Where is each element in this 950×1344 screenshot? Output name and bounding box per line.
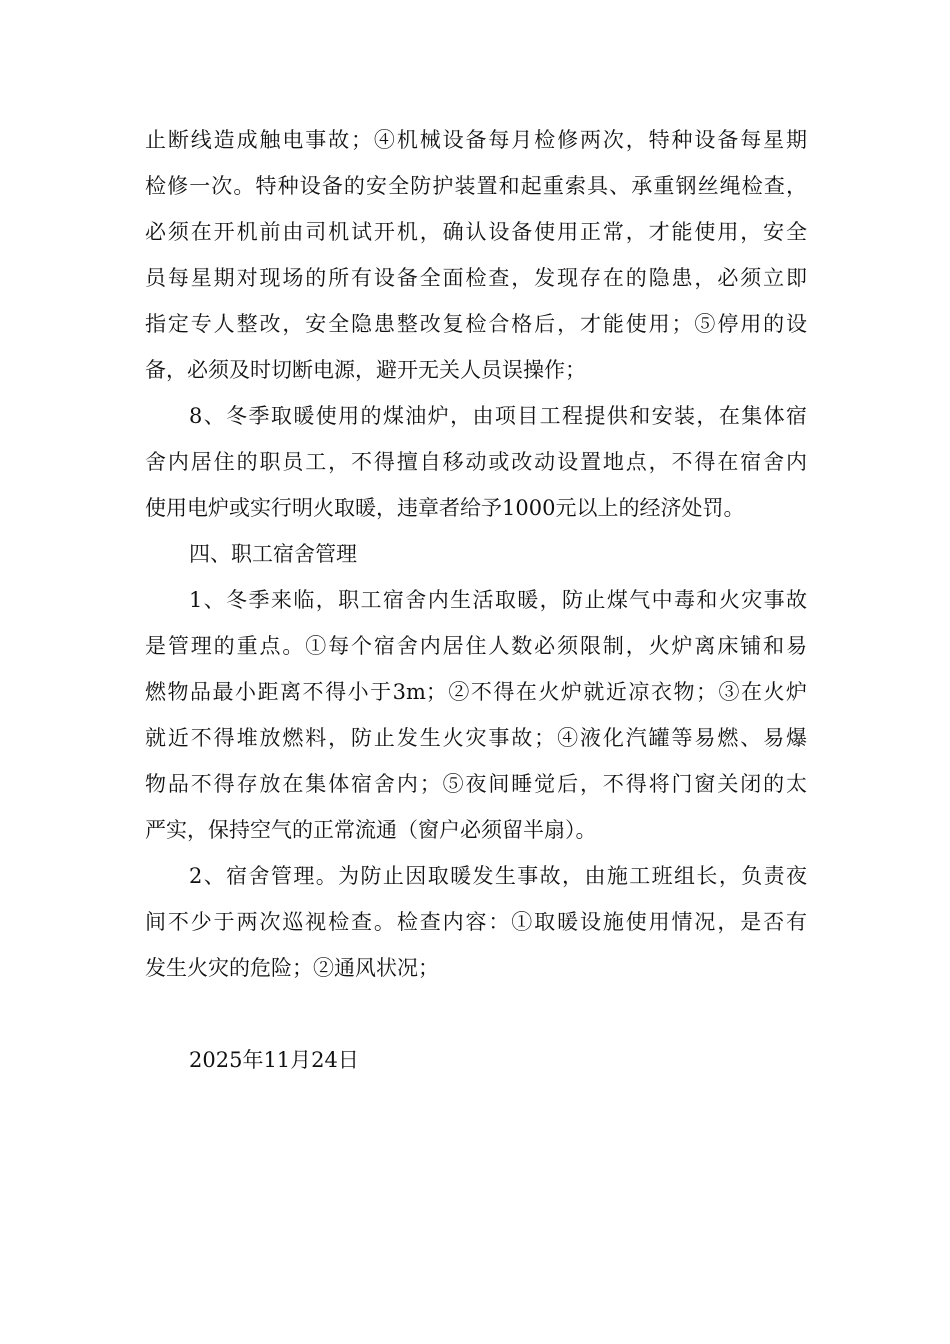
text-line: 是管理的重点。①每个宿舍内居住人数必须限制，火炉离床铺和易: [145, 634, 807, 658]
text-line: 发生火灾的危险；②通风状况；: [145, 956, 439, 980]
text-line: 检修一次。特种设备的安全防护装置和起重索具、承重钢丝绳检查，: [145, 174, 807, 198]
text-line: 物品不得存放在集体宿舍内；⑤夜间睡觉后，不得将门窗关闭的太: [145, 772, 807, 796]
text-line: 备，必须及时切断电源，避开无关人员误操作；: [145, 358, 586, 382]
section-heading: 四、职工宿舍管理: [189, 542, 357, 566]
text-line: 严实，保持空气的正常流通（窗户必须留半扇）。: [145, 818, 597, 842]
text-line: 使用电炉或实行明火取暖，违章者给予1000元以上的经济处罚。: [145, 496, 745, 520]
text-line: 指定专人整改，安全隐患整改复检合格后，才能使用；⑤停用的设: [145, 312, 807, 336]
text-line: 间不少于两次巡视检查。检查内容：①取暖设施使用情况，是否有: [145, 910, 807, 934]
paragraph-start-line: 1、冬季来临，职工宿舍内生活取暖，防止煤气中毒和火灾事故: [189, 588, 807, 612]
paragraph-start-line: 2、宿舍管理。为防止因取暖发生事故，由施工班组长，负责夜: [189, 864, 807, 888]
text-line: 舍内居住的职员工，不得擅自移动或改动设置地点，不得在宿舍内: [145, 450, 807, 474]
paragraph-start-line: 8、冬季取暖使用的煤油炉，由项目工程提供和安装，在集体宿: [189, 404, 807, 428]
text-line: 必须在开机前由司机试开机，确认设备使用正常，才能使用，安全: [145, 220, 807, 244]
text-line: 止断线造成触电事故；④机械设备每月检修两次，特种设备每星期: [145, 128, 807, 152]
text-line: 燃物品最小距离不得小于3m；②不得在火炉就近凉衣物；③在火炉: [145, 680, 807, 704]
blank-line: [145, 991, 807, 1037]
document-body: [145, 117, 807, 1083]
document-date: 2025年11月24日: [189, 1048, 359, 1072]
text-line: 就近不得堆放燃料，防止发生火灾事故；④液化汽罐等易燃、易爆: [145, 726, 807, 750]
text-line: 员每星期对现场的所有设备全面检查，发现存在的隐患，必须立即: [145, 266, 807, 290]
